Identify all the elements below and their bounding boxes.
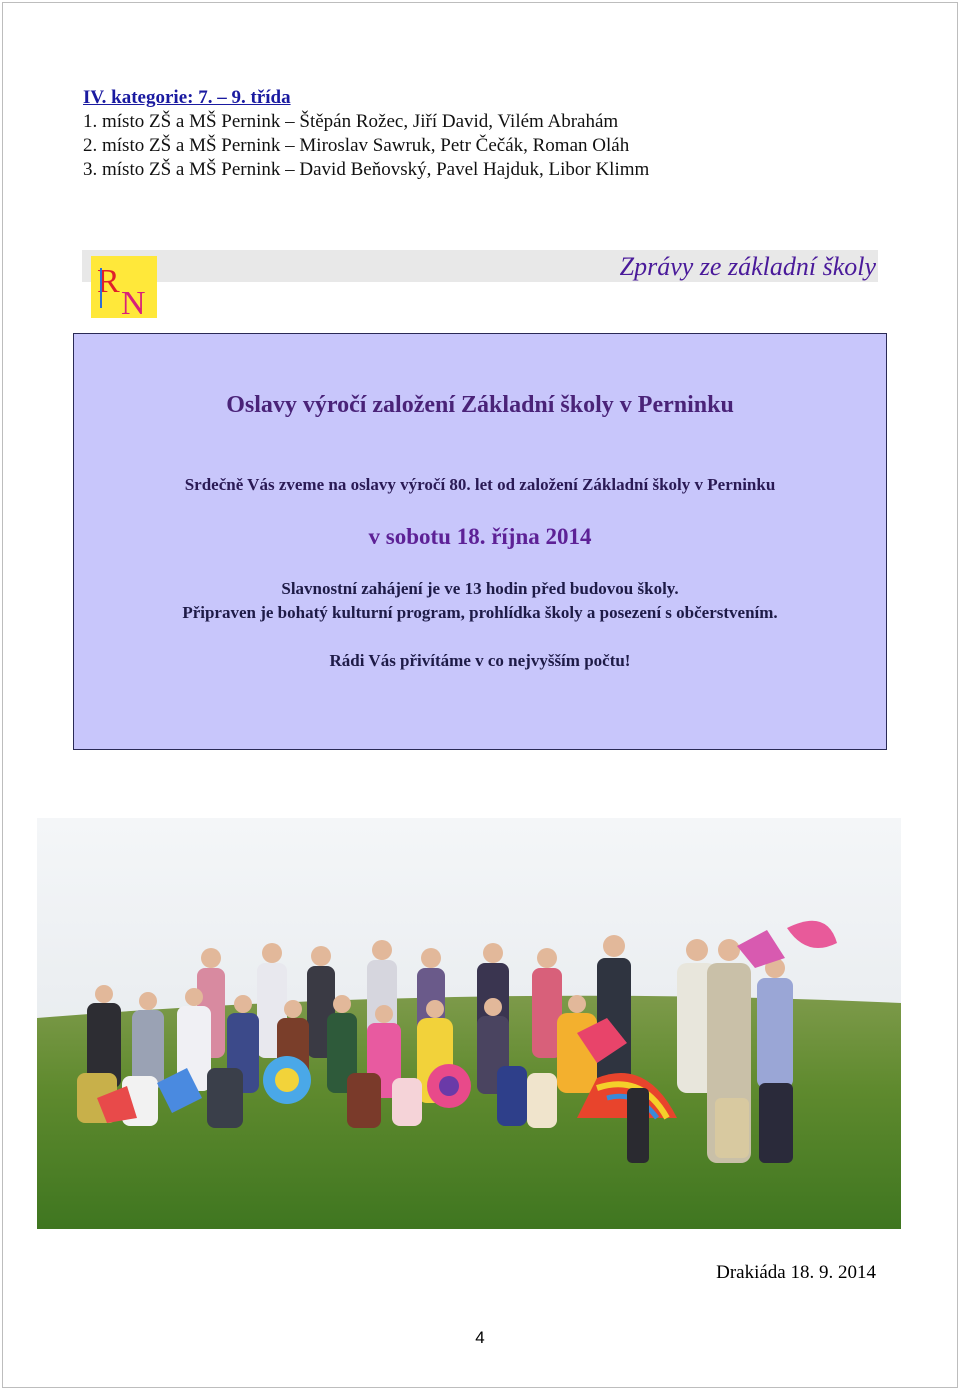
svg-text:N: N: [121, 285, 146, 318]
newsletter-title: Zprávy ze základní školy: [619, 252, 876, 281]
result-first-place: 1. místo ZŠ a MŠ Pernink – Štěpán Rožec, Jiří David, Vilém Abrahám: [83, 111, 619, 132]
invitation-program: Připraven je bohatý kulturní program, prohlídka školy a posezení s občerstvením.: [182, 603, 778, 622]
photo-caption: Drakiáda 18. 9. 2014: [716, 1262, 876, 1283]
invitation-title: Oslavy výročí založení Základní školy v Perninku: [226, 392, 734, 418]
invitation-closing: Rádi Vás přivítáme v co nejvyšším počtu!: [329, 651, 631, 670]
invitation-lead: Srdečně Vás zveme na oslavy výročí 80. let od založení Základní školy v Perninku: [184, 475, 776, 494]
page-number: 4: [475, 1328, 485, 1347]
group-photo-kite-festival: [37, 818, 901, 1229]
school-logo: [91, 256, 157, 318]
invitation-opening-time: Slavnostní zahájení je ve 13 hodin před budovou školy.: [281, 579, 679, 598]
competition-results: [83, 86, 649, 182]
anniversary-invitation-box: [73, 333, 887, 750]
result-second-place: 2. místo ZŠ a MŠ Pernink – Miroslav Sawruk, Petr Čečák, Roman Oláh: [83, 135, 630, 156]
svg-text:R: R: [97, 263, 120, 300]
invitation-date: v sobotu 18. října 2014: [368, 524, 592, 549]
result-third-place: 3. místo ZŠ a MŠ Pernink – David Beňovský, Pavel Hajduk, Libor Klimm: [83, 159, 650, 180]
category-heading: IV. kategorie: 7. – 9. třída: [83, 87, 291, 108]
